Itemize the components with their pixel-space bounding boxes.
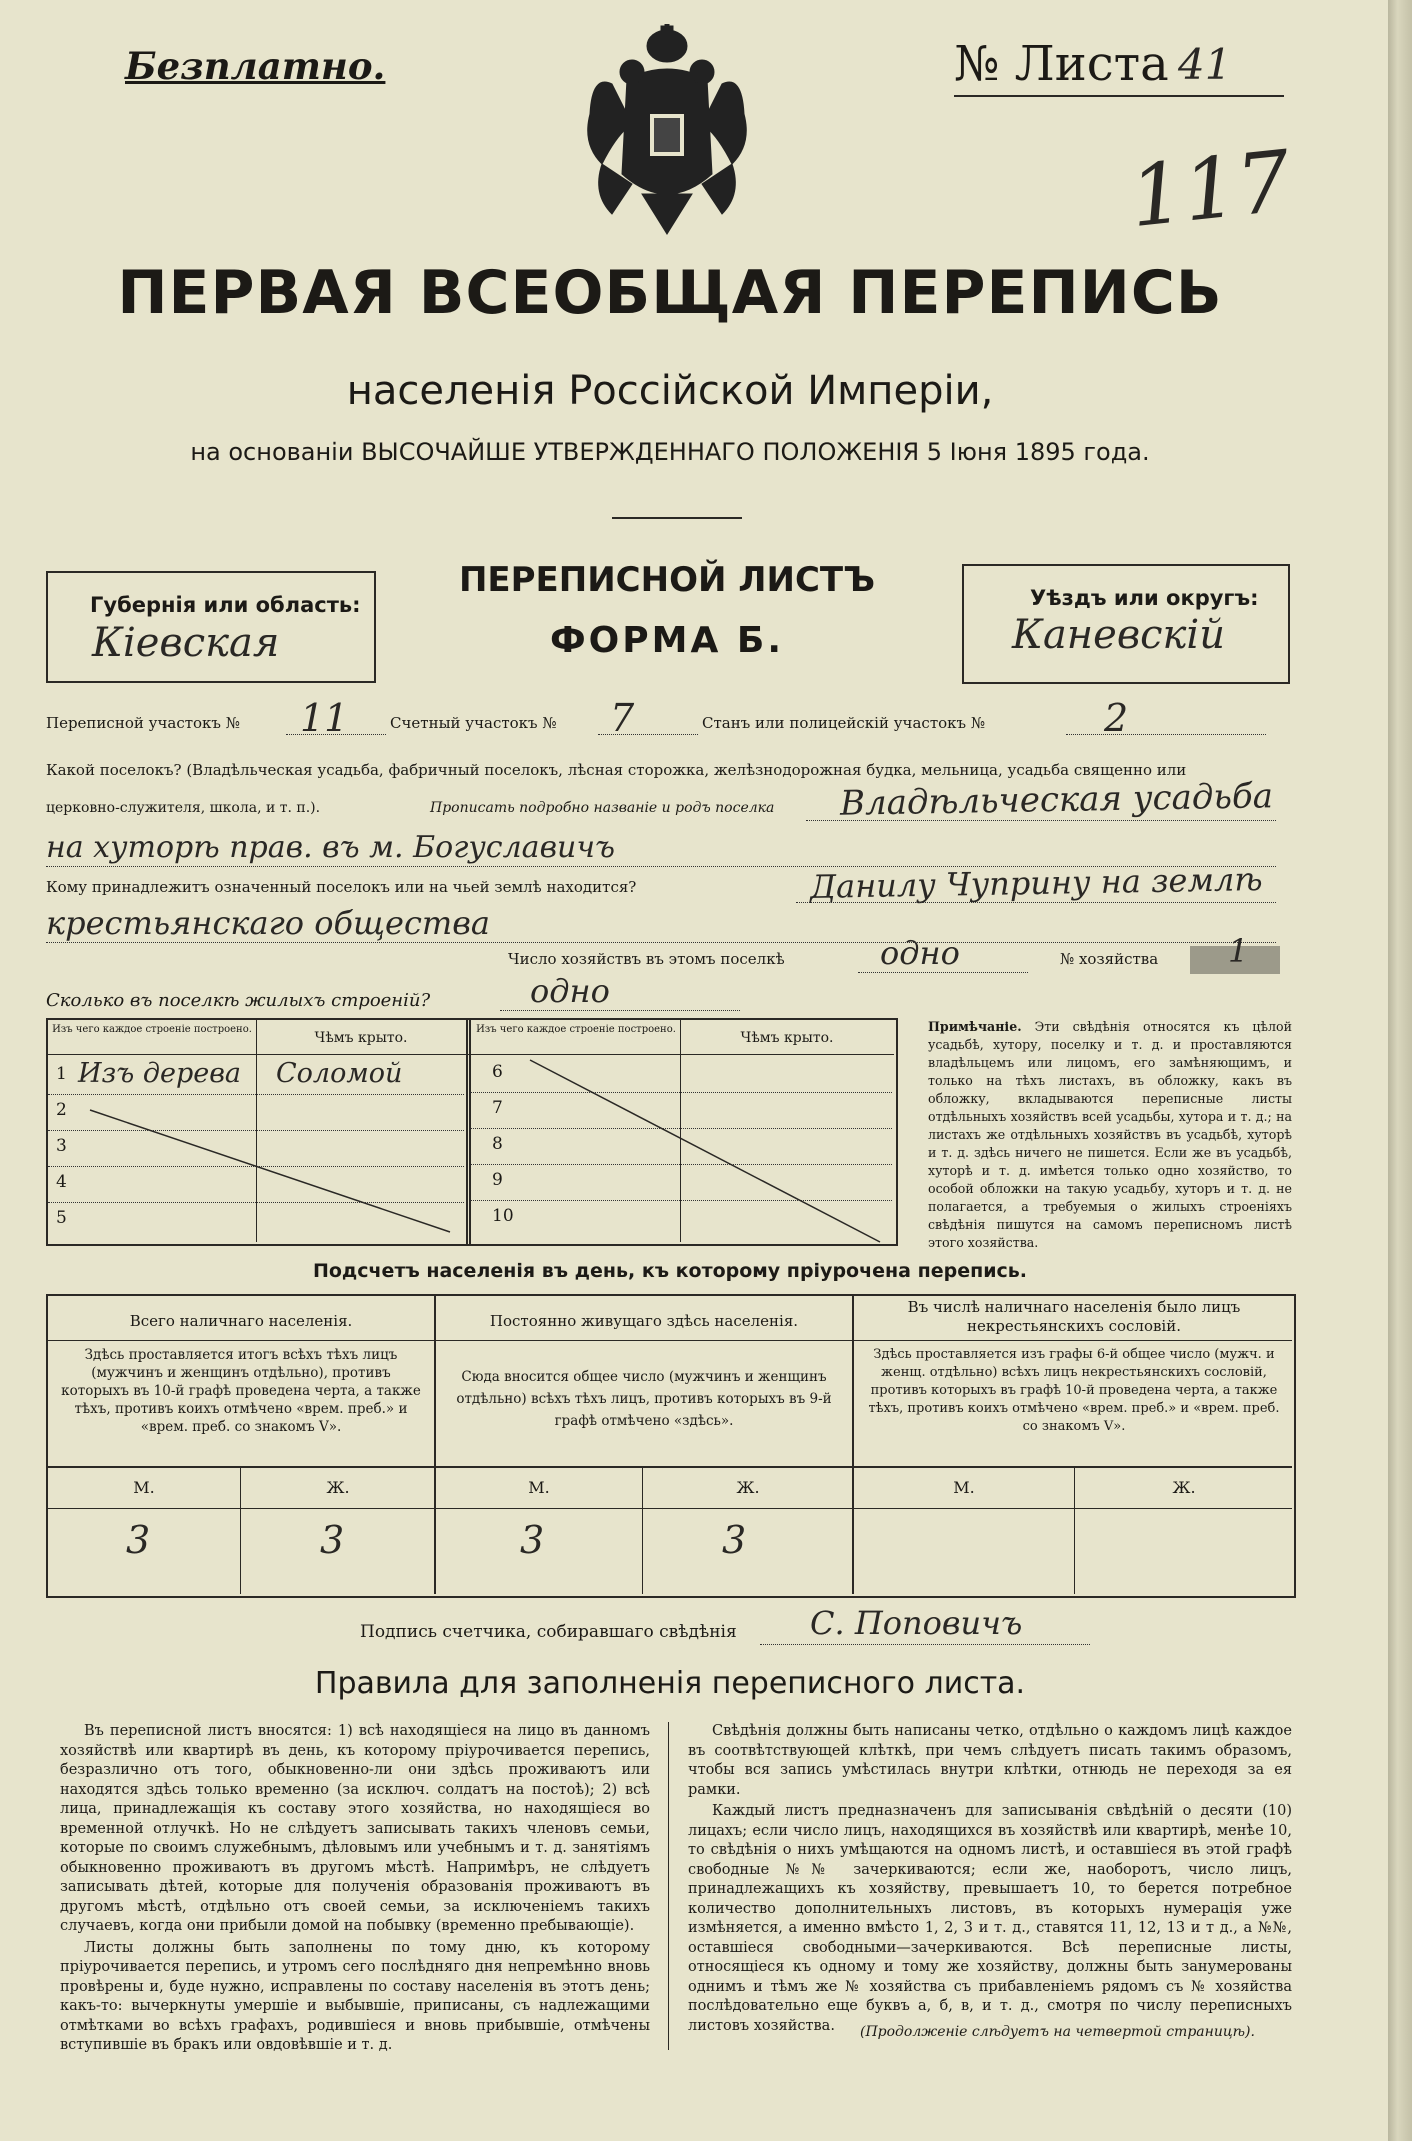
building-row-number: 4 <box>56 1172 67 1192</box>
subtitle: населенія Россійской Имперіи, <box>346 368 994 414</box>
poselok-hint: Прописать подробно названіе и родъ поселка <box>430 800 775 816</box>
female-label: Ж. <box>736 1478 760 1497</box>
building-roof: Соломой <box>276 1058 403 1089</box>
building-row-number: 8 <box>492 1134 503 1154</box>
owner-value-2: крестьянскаго общества <box>46 904 490 942</box>
poselok-value-2: на хуторѣ прав. въ м. Богуславичъ <box>46 830 616 865</box>
count-sex-line <box>48 1508 1292 1509</box>
count-value: 3 <box>320 1518 345 1562</box>
male-label: М. <box>528 1478 550 1497</box>
household-number-value: 1 <box>1228 932 1249 970</box>
material-header-right: Изъ чего каждое строеніе построено. <box>476 1024 676 1035</box>
rules-title: Правила для заполненія переписного листа. <box>314 1666 1026 1701</box>
count-heading: Подсчетъ населенія въ день, къ которому пріурочена перепись. <box>312 1260 1028 1282</box>
owner-question: Кому принадлежитъ означенный поселокъ или на чьей землѣ находится? <box>46 878 637 896</box>
count-col3-title: Въ числѣ наличнаго населенія было лицъ некрестьянскихъ сословій. <box>907 1298 1241 1335</box>
building-material: Изъ дерева <box>78 1058 242 1089</box>
count-col2-text: Сюда вносится общее число (мужчинъ и женщинъ отдѣльно) всѣхъ тѣхъ лицъ, противъ которыхъ въ 9-й графѣ отмѣчено «здѣсь». <box>456 1369 832 1429</box>
stan-value: 2 <box>1104 696 1129 740</box>
gubernia-value: Кіевская <box>92 620 280 666</box>
schetny-value: 7 <box>610 696 635 740</box>
count-col2-title: Постоянно живущаго здѣсь населенія. <box>489 1312 799 1330</box>
rules-left-column <box>60 1722 650 2058</box>
free-label: Безплатно. <box>125 44 386 88</box>
count-sex-col-line <box>642 1468 643 1594</box>
building-row-number: 3 <box>56 1136 67 1156</box>
poselok-value: Владѣльческая усадьба <box>839 776 1274 824</box>
count-header-line <box>48 1466 1292 1468</box>
material-header-left: Изъ чего каждое строеніе построено. <box>52 1024 252 1035</box>
households-value: одно <box>880 934 960 972</box>
male-label: М. <box>133 1478 155 1497</box>
stan-label: Станъ или полицейскій участокъ № <box>702 714 986 732</box>
building-row-number: 7 <box>492 1098 503 1118</box>
form-type: ФОРМА Б. <box>549 620 785 661</box>
building-row-number: 6 <box>492 1062 503 1082</box>
building-row-number: 2 <box>56 1100 67 1120</box>
female-label: Ж. <box>1172 1478 1196 1497</box>
households-label: Число хозяйствъ въ этомъ поселкѣ <box>508 950 785 968</box>
rules-right-paragraph: Свѣдѣнія должны быть написаны четко, отдѣльно о каждомъ лицѣ каждое въ соотвѣтствующей клѣткѣ, при чемъ слѣдуетъ писать такимъ образомъ, чтобы вся запись умѣстилась внутри клѣтки, отнюдь не переходя за ея рамки. <box>688 1723 1292 1798</box>
count-value: 3 <box>520 1518 545 1562</box>
rules-right-paragraph: Каждый листъ предназначенъ для записыванія свѣдѣній о десяти (10) лицахъ; если число лицъ, находящихся въ хозяйствѣ или квартирѣ, менѣе 10, то свѣдѣнія о нихъ умѣщаются на одномъ листѣ, и оставшіеся въ этой графѣ свободные №№ зачеркиваются; если же, наоборотъ, число лицъ, принадлежащихъ къ хозяйству, превышаетъ 10, то берется потребное количество дополнительныхъ листовъ, въ которыхъ нумерація уже измѣняется, а именно вмѣсто 1, 2, 3 и т. д., ставятся 11, 12, 13 и т д., а №№, оставшіеся свободными—зачеркиваются. Всѣ переписные листы, относящіеся къ одному и тому же хозяйству, должны быть занумерованы однимъ и тѣмъ же № хозяйства съ прибавленіемъ рядомъ съ № хозяйства послѣдовательно еще буквъ а, б, в, и т. д., смотря по числу переписныхъ листовъ хозяйства. <box>688 1803 1292 2034</box>
poselok-question-2: церковно-служителя, школа, и т. п.). <box>46 800 321 816</box>
handwritten-sheet-number: 117 <box>1125 131 1296 247</box>
form-title: ПЕРЕПИСНОЙ ЛИСТЪ <box>458 560 876 600</box>
building-row-number: 1 <box>56 1064 67 1084</box>
sheet-number-value: 41 <box>1178 40 1232 89</box>
household-number-label: № хозяйства <box>1060 950 1159 968</box>
count-sex-col-line <box>1074 1468 1075 1594</box>
uezd-value: Каневскій <box>1012 612 1225 658</box>
note-title: Примѣчаніе. <box>928 1019 1022 1034</box>
building-row-number: 9 <box>492 1170 503 1190</box>
count-title-line <box>854 1340 1292 1341</box>
owner-value: Данилу Чуприну на землѣ <box>809 860 1263 906</box>
count-col1-title: Всего наличнаго населенія. <box>129 1312 353 1330</box>
building-row-number: 5 <box>56 1208 67 1228</box>
roof-header-right: Чѣмъ крыто. <box>740 1030 834 1046</box>
main-title: ПЕРВАЯ ВСЕОБЩАЯ ПЕРЕПИСЬ <box>117 258 1223 328</box>
sheet-number-label: № Листа <box>954 36 1169 92</box>
signature-value: С. Поповичъ <box>810 1604 1023 1642</box>
signature-line <box>760 1644 1090 1645</box>
note-block <box>928 1018 1292 1252</box>
count-value: 3 <box>722 1518 747 1562</box>
uezd-label: Уѣздъ или округъ: <box>1030 586 1259 610</box>
count-col1-text: Здѣсь проставляется итогъ всѣхъ тѣхъ лицъ (мужчинъ и женщинъ отдѣльно), противъ которыхъ въ 10-й графѣ проведена черта, а также тѣхъ, противъ коихъ отмѣчено «врем. преб.» и «врем. преб. со знакомъ V». <box>61 1347 421 1435</box>
count-title-line <box>48 1340 434 1341</box>
gubernia-label: Губернія или область: <box>90 593 361 617</box>
buildings-label: Сколько въ поселкѣ жилыхъ строеній? <box>46 990 431 1011</box>
decree-line: на основаніи ВЫСОЧАЙШЕ УТВЕРЖДЕННАГО ПОЛОЖЕНІЯ 5 Іюня 1895 года. <box>190 438 1150 466</box>
rules-column-divider <box>668 1722 669 2050</box>
count-col3-text: Здѣсь проставляется изъ графы 6-й общее число (мужч. и женщ. отдѣльно) всѣхъ лицъ некрестьянскихъ сословій, противъ которыхъ въ графѣ 10-й проведена черта, а также тѣхъ, противъ коихъ отмѣчено «врем. преб.» и «врем. преб. со знакомъ V». <box>868 1347 1280 1434</box>
count-value: 3 <box>126 1518 151 1562</box>
note-text: Эти свѣдѣнія относятся къ цѣлой усадьбѣ, хутору, поселку и т. д. и проставляются владѣльцемъ или лицомъ, его замѣняющимъ, и только на тѣхъ листахъ, въ обложку, какъ въ обложку, вкладываются переписные листы отдѣльныхъ хозяйствъ всей усадьбы, хутора и т. д.; на листахъ же отдѣльныхъ хозяйствъ въ усадьбѣ, хуторѣ и т. д. здѣсь ничего не пишется. Если же въ усадьбѣ, хуторѣ и т. д. имѣется только одно хозяйство, то особой обложки на такую усадьбу, хуторъ и т. д. не полагается, а требуемыя о жилыхъ строеніяхъ свѣдѣнія пишутся на самомъ переписномъ листѣ этого хозяйства. <box>928 1019 1292 1250</box>
signature-label: Подпись счетчика, собиравшаго свѣдѣнія <box>360 1622 737 1642</box>
female-label: Ж. <box>326 1478 350 1497</box>
poselok-question: Какой поселокъ? (Владѣльческая усадьба, фабричный поселокъ, лѣсная сторожка, желѣзнодорожная будка, мельница, усадьба священно или <box>46 761 1187 779</box>
building-row-number: 10 <box>492 1206 514 1226</box>
rules-right-column <box>688 1722 1292 2038</box>
rules-continuation: (Продолженіе слѣдуетъ на четвертой страницѣ). <box>860 2024 1255 2040</box>
rules-left-paragraph: Въ переписной листъ вносятся: 1) всѣ находящіеся на лицо въ данномъ хозяйствѣ или квартирѣ въ день, къ которому пріурочивается перепись, безразлично отъ того, обыкновенно-ли они здѣсь проживаютъ или находятся здѣсь только временно (за исключ. солдатъ на постоѣ); 2) всѣ лица, принадлежащія къ составу этого хозяйства, но находящіеся во временной отлучкѣ. Но не слѣдуетъ записывать такихъ членовъ семьи, которые по своимъ служебнымъ, дѣловымъ или учебнымъ и т. д. занятіямъ обыкновенно проживаютъ въ другомъ мѣстѣ. Напримѣръ, не слѣдуетъ записывать дѣтей, которые для полученія образованія проживаютъ въ другомъ мѣстѣ, отдѣльно отъ своей семьи, за исключеніемъ такихъ случаевъ, когда они прибыли домой на побывку (временно пребывающіе). <box>60 1723 650 1934</box>
schetny-label: Счетный участокъ № <box>390 714 557 732</box>
rules-left-paragraph: Листы должны быть заполнены по тому дню, къ которому пріурочивается перепись, и утромъ сего послѣдняго дня непремѣнно вновь провѣрены и, буде нужно, исправлены по составу населенія въ этотъ день; какъ-то: вычеркнуты умершіе и выбывшіе, приписаны, съ надлежащими отмѣтками во всѣхъ графахъ, родившіеся и вновь прибывшіе, отмѣчены вступившіе въ бракъ или овдовѣвшіе и т. д. <box>60 1939 650 2053</box>
count-title-line <box>436 1340 852 1341</box>
perepisnoy-value: 11 <box>300 696 349 740</box>
perepisnoy-label: Переписной участокъ № <box>46 714 240 732</box>
male-label: М. <box>953 1478 975 1497</box>
buildings-value: одно <box>530 972 610 1010</box>
roof-header-left: Чѣмъ крыто. <box>314 1030 408 1046</box>
count-sex-col-line <box>240 1468 241 1594</box>
